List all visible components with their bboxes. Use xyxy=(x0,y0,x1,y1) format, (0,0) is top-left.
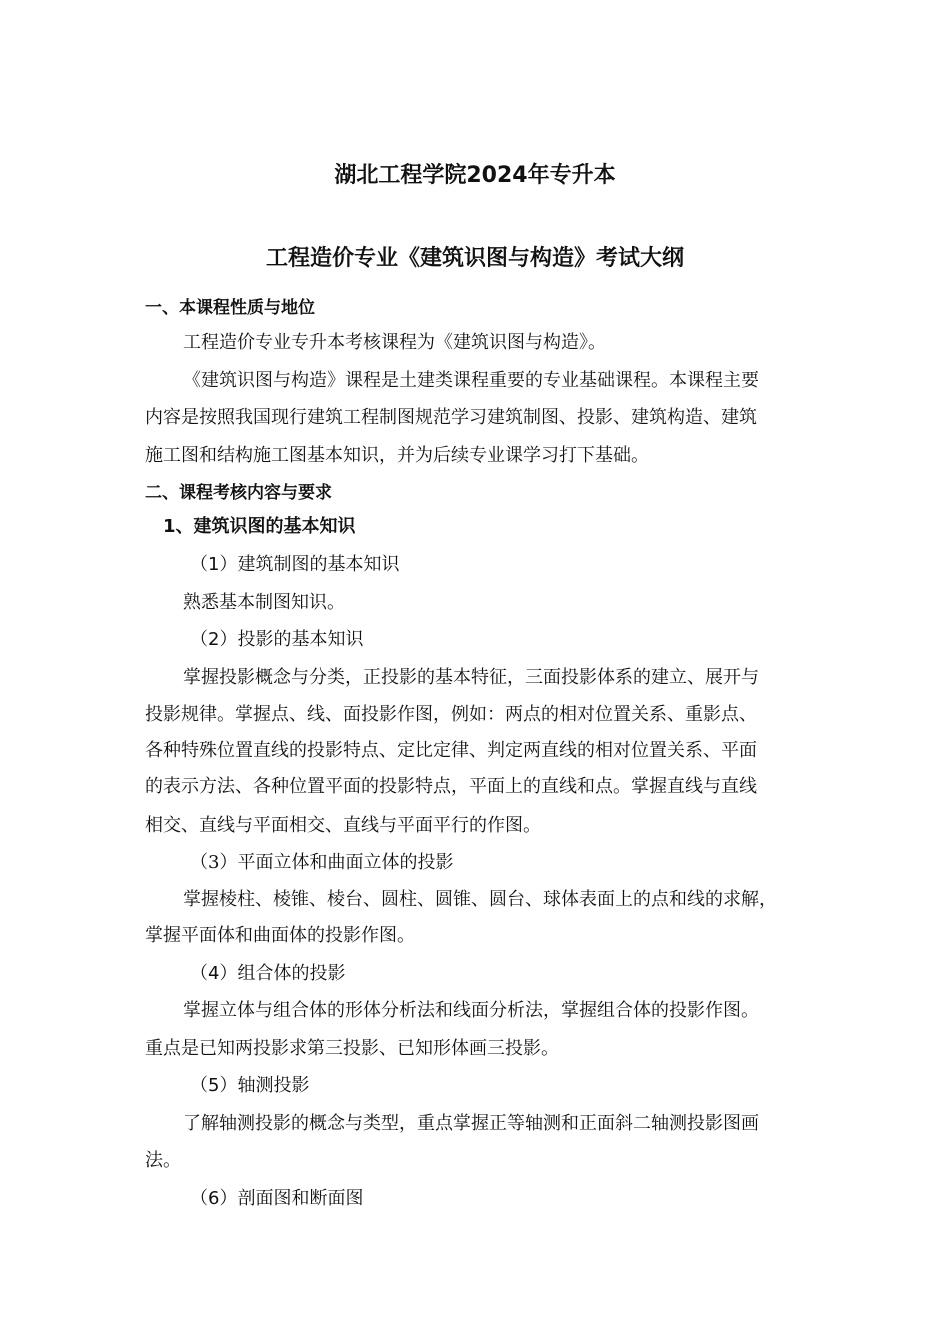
section-1-heading: 一、本课程性质与地位 xyxy=(145,298,315,318)
section-1-paragraph-1: 工程造价专业专升本考核课程为《建筑识图与构造》。 xyxy=(183,332,606,353)
item-4-heading: （4）组合体的投影 xyxy=(190,963,346,984)
item-5-line-2: 法。 xyxy=(145,1150,181,1171)
item-4-line-1: 掌握立体与组合体的形体分析法和线面分析法，掌握组合体的投影作图。 xyxy=(183,1000,759,1021)
item-5-heading: （5）轴测投影 xyxy=(190,1075,310,1096)
document-title-line-2: 工程造价专业《建筑识图与构造》考试大纲 xyxy=(265,246,684,271)
section-1-paragraph-2-line-2: 内容是按照我国现行建筑工程制图规范学习建筑制图、投影、建筑构造、建筑 xyxy=(145,407,757,428)
item-2-line-1: 掌握投影概念与分类，正投影的基本特征，三面投影体系的建立、展开与 xyxy=(183,667,759,688)
item-4-line-2: 重点是已知两投影求第三投影、已知形体画三投影。 xyxy=(145,1038,559,1059)
section-2-heading: 二、课程考核内容与要求 xyxy=(145,483,332,503)
item-1-heading: （1）建筑制图的基本知识 xyxy=(190,554,400,575)
item-3-line-2: 掌握平面体和曲面体的投影作图。 xyxy=(145,925,415,946)
item-3-heading: （3）平面立体和曲面立体的投影 xyxy=(190,852,454,873)
section-1-paragraph-2-line-3: 施工图和结构施工图基本知识，并为后续专业课学习打下基础。 xyxy=(145,445,649,466)
item-2-line-2: 投影规律。掌握点、线、面投影作图，例如：两点的相对位置关系、重影点、 xyxy=(145,704,757,725)
item-2-line-5: 相交、直线与平面相交、直线与平面平行的作图。 xyxy=(145,815,541,836)
item-2-line-4: 的表示方法、各种位置平面的投影特点，平面上的直线和点。掌握直线与直线 xyxy=(145,776,757,797)
item-5-line-1: 了解轴测投影的概念与类型，重点掌握正等轴测和正面斜二轴测投影图画 xyxy=(183,1113,759,1134)
item-1-line-1: 熟悉基本制图知识。 xyxy=(183,592,345,613)
section-2-subheading-1: 1、建筑识图的基本知识 xyxy=(163,516,356,537)
item-2-heading: （2）投影的基本知识 xyxy=(190,629,364,650)
section-1-paragraph-2-line-1: 《建筑识图与构造》课程是土建类课程重要的专业基础课程。本课程主要 xyxy=(183,370,759,391)
item-3-line-1: 掌握棱柱、棱锥、棱台、圆柱、圆锥、圆台、球体表面上的点和线的求解， xyxy=(183,889,777,910)
item-2-line-3: 各种特殊位置直线的投影特点、定比定律、判定两直线的相对位置关系、平面 xyxy=(145,740,757,761)
document-title-line-1: 湖北工程学院2024年专升本 xyxy=(334,163,616,188)
item-6-heading: （6）剖面图和断面图 xyxy=(190,1188,364,1209)
